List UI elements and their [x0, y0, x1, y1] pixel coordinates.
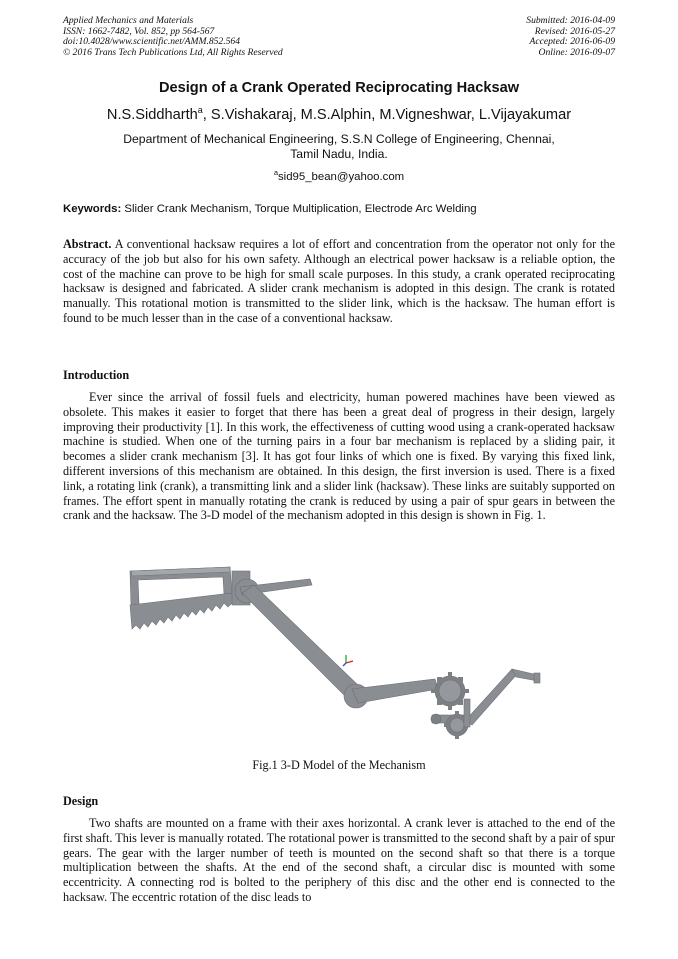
author-list	[0, 105, 678, 123]
introduction-heading: Introduction	[63, 368, 130, 382]
crank-arm	[352, 679, 438, 703]
submitted-date: Submitted: 2016-04-09	[526, 15, 615, 26]
design-heading: Design	[63, 794, 99, 808]
other-authors: , S.Vishakaraj, M.S.Alphin, M.Vigneshwar, L.Vijayakumar	[202, 106, 572, 123]
issn-line: ISSN: 1662-7482, Vol. 852, pp 564-567	[63, 25, 215, 37]
revised-date: Revised: 2016-05-27	[534, 25, 615, 37]
keywords	[63, 203, 615, 215]
author-email	[0, 168, 678, 183]
accepted-date: Accepted: 2016-06-09	[529, 36, 615, 48]
journal-name: Applied Mechanics and Materials	[63, 15, 194, 26]
email-address: sid95_bean@yahoo.com	[277, 170, 405, 183]
keywords-label: Keywords:	[63, 203, 122, 215]
paper-title: Design of a Crank Operated Reciprocating Hacksaw	[158, 80, 520, 96]
figure-caption: Fig.1 3-D Model of the Mechanism	[252, 758, 426, 772]
keywords-text: Slider Crank Mechanism, Torque Multiplication, Electrode Arc Welding	[124, 203, 477, 215]
affiliation-line-1: Department of Mechanical Engineering, S.S.N College of Engineering, Chennai,	[123, 132, 555, 146]
connecting-rod	[242, 585, 360, 699]
mechanism-3d-model	[120, 549, 558, 754]
crank-lever	[465, 669, 518, 725]
journal-header-left	[63, 16, 283, 58]
affiliation	[0, 132, 678, 162]
abstract-label: Abstract.	[63, 237, 112, 251]
affiliation-line-2: Tamil Nadu, India.	[290, 147, 388, 161]
first-author: N.S.Siddharth	[106, 106, 198, 123]
journal-header-right	[526, 16, 615, 58]
copyright-line: © 2016 Trans Tech Publications Ltd, All Rights Reserved	[63, 46, 283, 58]
email-superscript: a	[273, 168, 278, 177]
axis-triad	[343, 655, 353, 666]
online-date: Online: 2016-09-07	[538, 46, 615, 58]
abstract-text: A conventional hacksaw requires a lot of effort and concentration from the operator not only for the accuracy of the job but also for his own safety. Although an electrical power hacksaw is a reliable option, the cost of the machine can prove to be high for small scale purposes. In this study, a crank operated reciprocating hacksaw is designed and fabricated. A slider crank mechanism is adopted in this design. The crank is rotated manually. This rotational motion is transmitted to the slider link, which is the hacksaw. The human effort is found to be much lesser than in the case of a conventional hacksaw.	[63, 237, 616, 325]
introduction-paragraph: Ever since the arrival of fossil fuels and electricity, human powered machines have been viewed as obsolete. This makes it easier to forget that there has been a great deal of progress in their design, largely improving their productivity [1]. In this work, the effectiveness of cutting wood using a crank-operated hacksaw machine is studied. When one of the turning pairs in a four bar mechanism is replaced by a sliding pair, it becomes a slider crank mechanism [3]. It has got four links of which one is fixed. By varying this fixed link, different inversions of this mechanism are obtained. In this design, the first inversion is used. There is a fixed link, a rotating link (crank), a transmitting link and a slider link (hacksaw). These links are suitably supported on frames. The effort spent in manually rotating the crank is reduced by using a pair of spur gears in between the crank and the hacksaw. The 3-D model of the mechanism adopted in this design is shown in Fig. 1.	[63, 390, 615, 523]
abstract-paragraph	[63, 237, 615, 326]
author-superscript: a	[197, 105, 203, 115]
design-paragraph: Two shafts are mounted on a frame with their axes horizontal. A crank lever is attached to the end of the first shaft. This lever is manually rotated. The rotational power is transmitted to the second shaft by a pair of spur gears. The gear with the larger number of teeth is mounted on the second shaft so that there is a torque multiplication between the shafts. At the end of the second shaft, a circular disc is mounted with some eccentricity. A connecting rod is bolted to the periphery of this disc and the other end is connected to the hacksaw. The eccentric rotation of the disc leads to	[63, 816, 615, 904]
hacksaw-blade	[130, 593, 234, 629]
mechanism-figure	[120, 549, 558, 754]
gear-support	[464, 699, 470, 727]
doi-line: doi:10.4028/www.scientific.net/AMM.852.564	[63, 36, 241, 48]
